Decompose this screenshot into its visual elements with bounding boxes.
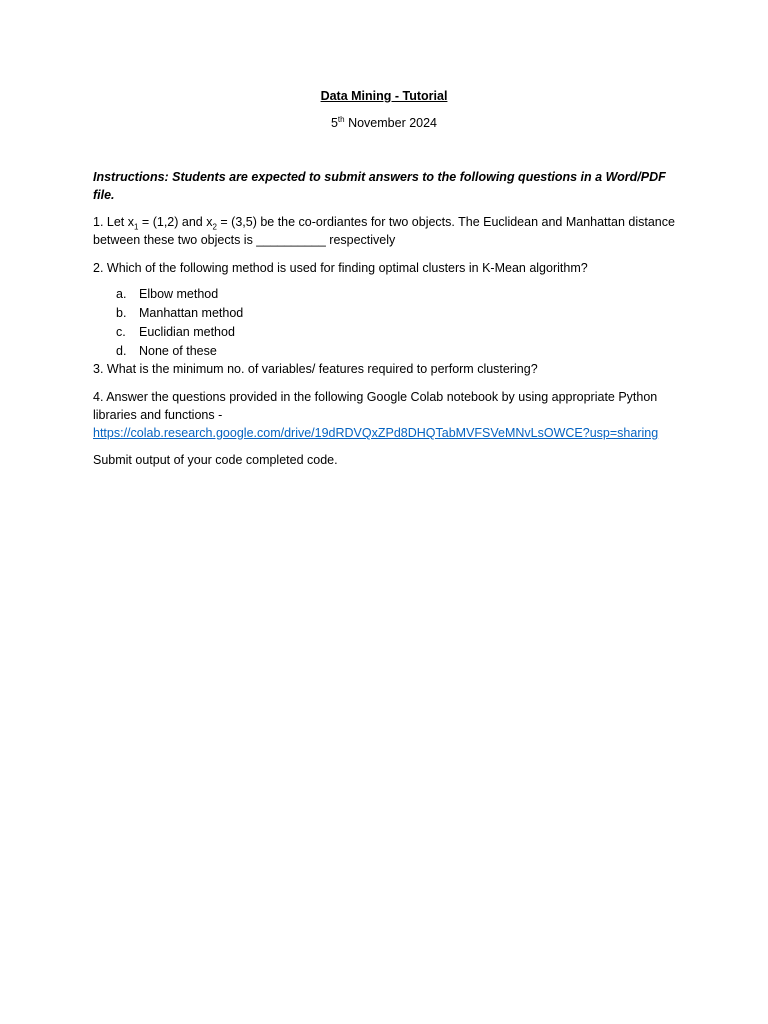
instructions-text: Instructions: Students are expected to submit answers to the following questions in a Word/PDF file.	[93, 170, 666, 202]
question-2-options	[116, 285, 616, 361]
question-1-part-1: 1. Let x	[93, 215, 134, 229]
colab-link[interactable]: https://colab.research.google.com/drive/19dRDVQxZPd8DHQTabMVFSVeMNvLsOWCE?usp=sharing	[93, 426, 659, 440]
question-4-text: 4. Answer the questions provided in the following Google Colab notebook by using appropriate Python libraries and functions -	[93, 390, 658, 422]
option-label: Euclidian method	[139, 325, 235, 339]
question-3: 3. What is the minimum no. of variables/ features required to perform clustering?	[93, 362, 538, 376]
option-b	[116, 304, 616, 323]
date-rest: November 2024	[344, 116, 438, 130]
option-letter: b.	[116, 306, 127, 320]
question-1-subscript-1: 1	[134, 222, 139, 232]
option-c	[116, 323, 616, 342]
option-d	[116, 342, 616, 361]
date-day: 5	[330, 116, 338, 130]
option-label: None of these	[139, 344, 217, 358]
option-letter: d.	[116, 344, 127, 358]
question-1-subscript-2: 2	[212, 222, 217, 232]
option-a	[116, 285, 616, 304]
date-suffix: th	[337, 114, 345, 124]
document-date	[0, 114, 768, 132]
option-letter: a.	[116, 287, 127, 301]
option-label: Manhattan method	[139, 306, 244, 320]
question-1-part-3: = (3,5) be the co-ordiantes for two objects. The Euclidean and Manhattan distance between these two objects is __________ respectively	[93, 215, 675, 247]
question-4	[93, 388, 683, 442]
question-2: 2. Which of the following method is used for finding optimal clusters in K-Mean algorithm?	[93, 261, 588, 275]
document-title: Data Mining - Tutorial	[320, 89, 448, 103]
question-1-part-2: = (1,2) and x	[138, 215, 213, 229]
option-letter: c.	[116, 325, 126, 339]
question-1	[93, 213, 683, 249]
option-label: Elbow method	[139, 287, 219, 301]
submit-instruction: Submit output of your code completed code.	[93, 453, 338, 467]
